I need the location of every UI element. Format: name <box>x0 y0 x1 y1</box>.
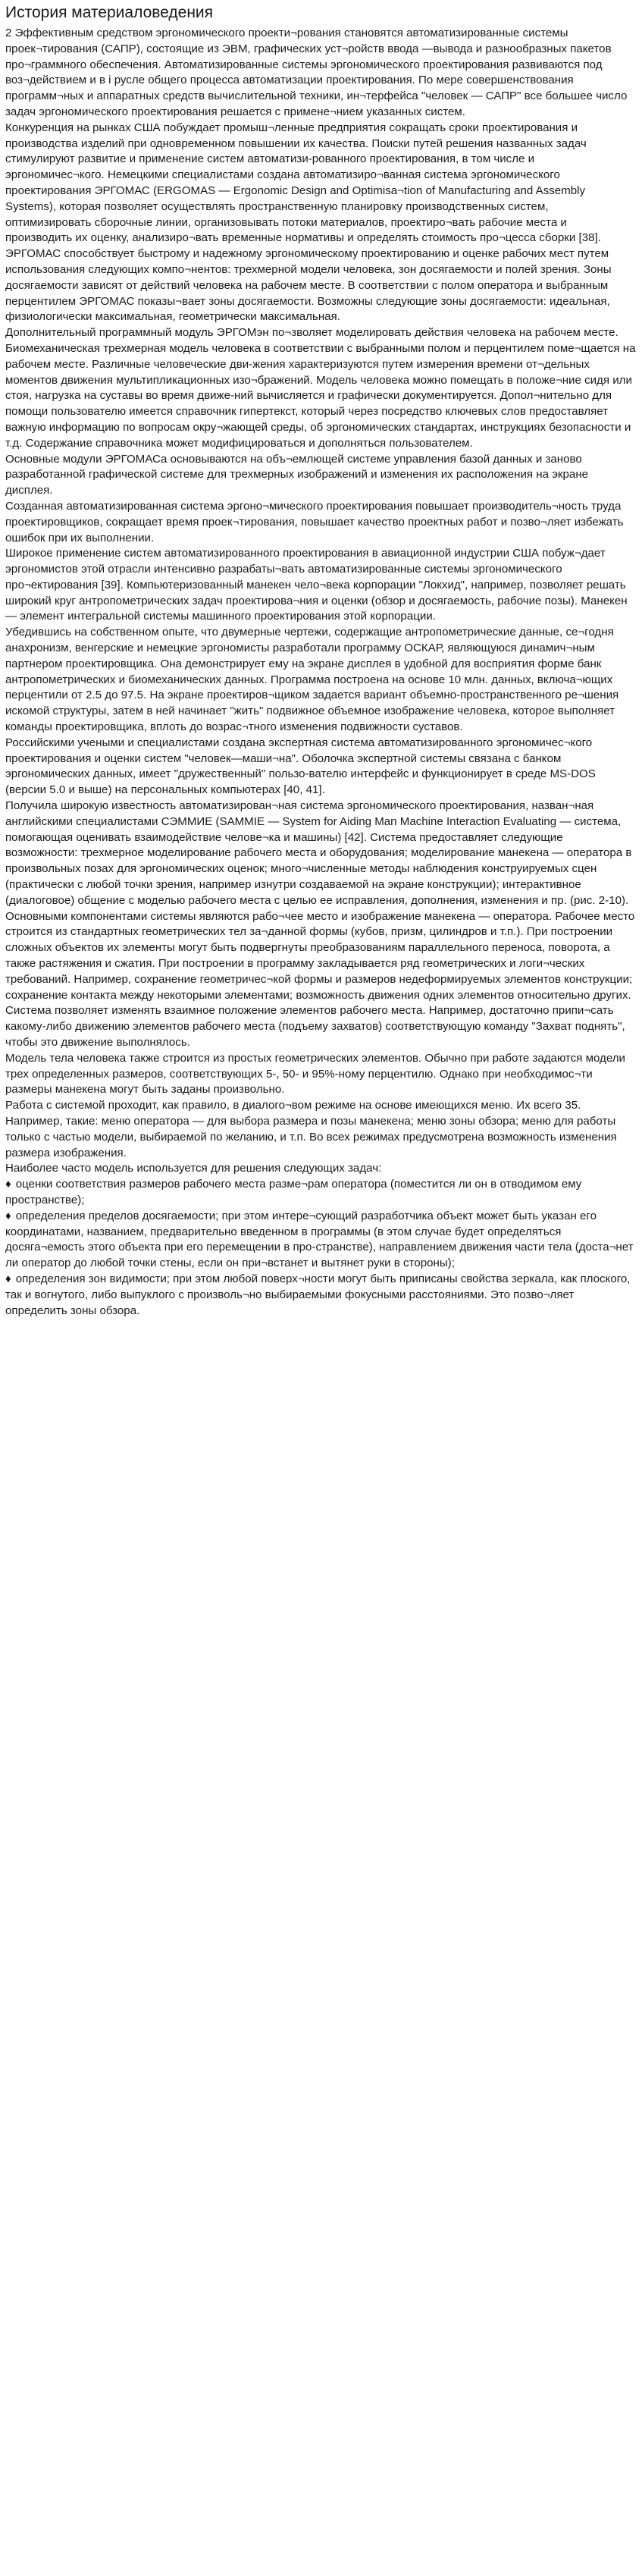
document-title: История материаловедения <box>5 4 214 21</box>
bullet-item: ♦ определения пределов досягаемости; при этом интере¬сующий разработчика объект может быть указан его координатами, названием, предварительно введенном в программы (в этом случае будет определяться досяга¬емость этого объекта при его перемещении в про-странстве), направлением движения части тела (доста¬нет ли оператор до любой точки стены, если он при¬встанет и вытянет руки в стороны); <box>5 1209 636 1272</box>
paragraph: Наиболее часто модель используется для решения следующих задач: <box>5 1162 382 1175</box>
paragraph: Основные модули ЭРГОМАСа основываются на объ¬емлющей системе управления базой данных и заново разработанной графической системе для трехмерных изображений и изменения их расположения на экране дисплея. <box>5 452 589 497</box>
document-body <box>5 26 636 1319</box>
paragraph: Российскими учеными и специалистами создана экспертная система автоматизированного эргономичес¬кого проектирования и оценки систем "человек—маши¬на". Оболочка экспертной системы связана с банком эргономических данных, имеет "дружественный" пользо-вателю интерфейс и функционирует в среде MS-DOS (версии 5.0 и выше) на персональных компьютерах [40, 41]. <box>5 736 596 797</box>
paragraph: Модель тела человека также строится из простых геометрических элементов. Обычно при работе задаются модели трех определенных размеров, соответствующих 5-, 50- и 95%-ному перцентилю. Однако при необходимос¬ти размеры манекена могут быть заданы произвольно. <box>5 1051 625 1097</box>
paragraph: Система позволяет изменять взаимное положение элементов рабочего места. Например, достаточно припи¬сать какому-либо движению элементов рабочего места (подъему захватов) соответствующую команду "Захват поднять", чтобы это движение выполнялось. <box>5 1004 625 1049</box>
paragraph: Созданная автоматизированная система эргоно¬мического проектирования повышает производитель¬ность труда проектировщиков, сокращает время проек¬тирования, повышает качество проектных работ и позво¬ляет избежать ошибок при их выполнении. <box>5 499 624 544</box>
paragraph: Получила широкую известность автоматизирован¬ная система эргономического проектирования, назван¬ная английскими специалистами СЭММИЕ (SAMMIE — System for Aiding Man Machine Interaction Evaluating — система, помогающая оценивать взаимодействие челове¬ка и машины) [42]. Система предоставляет следующие возможности: трехмерное моделирование рабочего места и оборудования; моделирование манекена — оператора в произвольных позах для эргономических оценок; много¬численные методы наблюдения конструируемых сцен (практически с любой точки зрения, например изнутри создаваемой на экране конструкции); интерактивное (диалоговое) общение с моделью рабочего места с целью ее исправления, дополнения, изменения и пр. (рис. 2-10). <box>5 799 632 907</box>
paragraph: Конкуренция на рынках США побуждает промыш¬ленные предприятия сокращать сроки проектирования и производства изделий при одновременном повышении их качества. Поиски путей решения названных задач стимулируют развитие и применение систем автоматизи-рованного проектирования, в том числе и эргономичес¬кого. Немецкими специалистами создана автоматизиро¬ванная система эргономического проектирования ЭРГОМАС (ERGOMAS — Ergonomic Design and Optimisa¬tion of Manufacturing and Assembly Systems), которая позволяет осуществлять пространственную планировку производственных систем, оптимизировать сборочные линии, организовывать потоки материалов, проектиро¬вать рабочие места и производить их оценку, анализиро¬вать временные нормативы и определять стоимость про¬цесса сборки [38]. ЭРГОМАС способствует быстрому и надежному эргономическому проектированию и оценке рабочих мест путем использования следующих компо¬нентов: трехмерной модели человека, зон досягаемости и полей зрения. Зоны досягаемости зависят от действий человека на рабочем месте. В соответствии с полом оператора и выбранным перцентилем ЭРГОМАС показы¬вает зоны досягаемости. Возможны следующие зоны досягаемости: идеальная, физиологически максимальная, геометрически максимальная. <box>5 121 612 324</box>
paragraph: Основными компонентами системы являются рабо¬чее место и изображение манекена — оператора. Рабочее место строится из стандартных геометрических тел за¬данной формы (кубов, призм, цилиндров и т.п.). При построении сложных объектов их элементы могут быть подвергнуты преобразованиям параллельного переноса, поворота, а также растяжения и сжатия. При построении в программу закладывается ряд геометрических и логи¬ческих требований. Например, сохранение геометричес¬кой формы и размеров недеформируемых элементов конструкции; сохранение контакта между некоторыми элементами; возможность движения одних элементов относительно других. <box>5 909 635 1002</box>
paragraph: Дополнительный программный модуль ЭРГОМэн по¬зволяет моделировать действия человека на рабочем месте. Биомеханическая трехмерная модель человека в соответствии с выбранными полом и перцентилем поме¬щается на рабочем месте. Различные человеческие дви-жения характеризуются путем измерения времени от¬дельных моментов движения мультипликационных изо¬бражений. Модель человека можно помещать в положе¬ние сидя или стоя, нагрузка на суставы во время движе-ний вычисляется и графически документируется. Допол¬нительно для помощи пользователю имеется справочник гипертекст, который через посредство ключевых слов предоставляет важную информацию по вопросам окру¬жающей среды, об эргономических стандартах, инструкциях безопасности и т.д. Содержание справочника может модифицироваться и дополняться пользователем. <box>5 326 636 450</box>
paragraph: 2 Эффективным средством эргономического проекти¬рования становятся автоматизированные системы проек¬тирования (САПР), состоящие из ЭВМ, графических уст¬ройств ввода —вывода и разнообразных пакетов про¬граммного обеспечения. Автоматизированные системы эргономического проектирования развиваются под воз¬действием и в і русле общего процесса автоматизации проектирования. По мере совершенствования программ¬ных и аппаратных средств вычислительной техники, ин¬терфейса "человек — САПР" все большее число задач эргономического проектирования решается с примене¬нием указанных систем. <box>5 27 628 118</box>
bullet-item: ♦ оценки соответствия размеров рабочего места разме¬рам оператора (поместится ли он в отводимом ему пространстве); <box>5 1177 636 1209</box>
paragraph: Широкое применение систем автоматизированного проектирования в авиационной индустрии США побуж¬дает эргономистов этой отрасли интенсивно разрабаты¬вать автоматизированные системы эргономического про¬ектирования [39]. Компьютеризованный манекен чело¬века корпорации "Локхид", например, позволяет решать широкий круг антропометрических задач проектирова¬ния и оценки (обзор и досягаемость, рабочие позы). Манекен — элемент интегральной системы машинного проектирования этой корпорации. <box>5 547 628 623</box>
bullet-item: ♦ определения зон видимости; при этом любой поверх¬ности могут быть приписаны свойства зеркала, как плоского, так и вогнутого, либо выпуклого с произволь¬но выбираемыми фокусными расстояниями. Это позво¬ляет определить зоны обзора. <box>5 1272 636 1319</box>
paragraph: Работа с системой проходит, как правило, в диалого¬вом режиме на основе имеющихся меню. Их всего 35. Например, такие: меню оператора — для выбора размера и позы манекена; меню зоны обзора; меню для работы только с частью модели, выбираемой по желанию, и т.п. Во всех режимах предусмотрена возможность изменения размера изображения. <box>5 1099 617 1159</box>
paragraph: Убедившись на собственном опыте, что двумерные чертежи, содержащие антропометрические данные, се¬годня анахронизм, венгерские и немецкие эргономисты разработали программу ОСКАР, являющуюся динамич¬ным партнером проектировщика. Она демонстрирует ему на экране дисплея в удобной для восприятия форме банк антропометрических и биомеханических данных. Программа построена на основе 10 млн. данных, включа¬ющих перцентили от 2.5 до 97.5. На экране проектиров¬щиком задается вариант объемно-пространственного ре¬шения искомой структуры, затем в ней начинает "жить" подвижное объемное изображение человека, которое выполняет команды проектировщика, вплоть до возрас¬тного изменения подвижности суставов. <box>5 626 619 734</box>
